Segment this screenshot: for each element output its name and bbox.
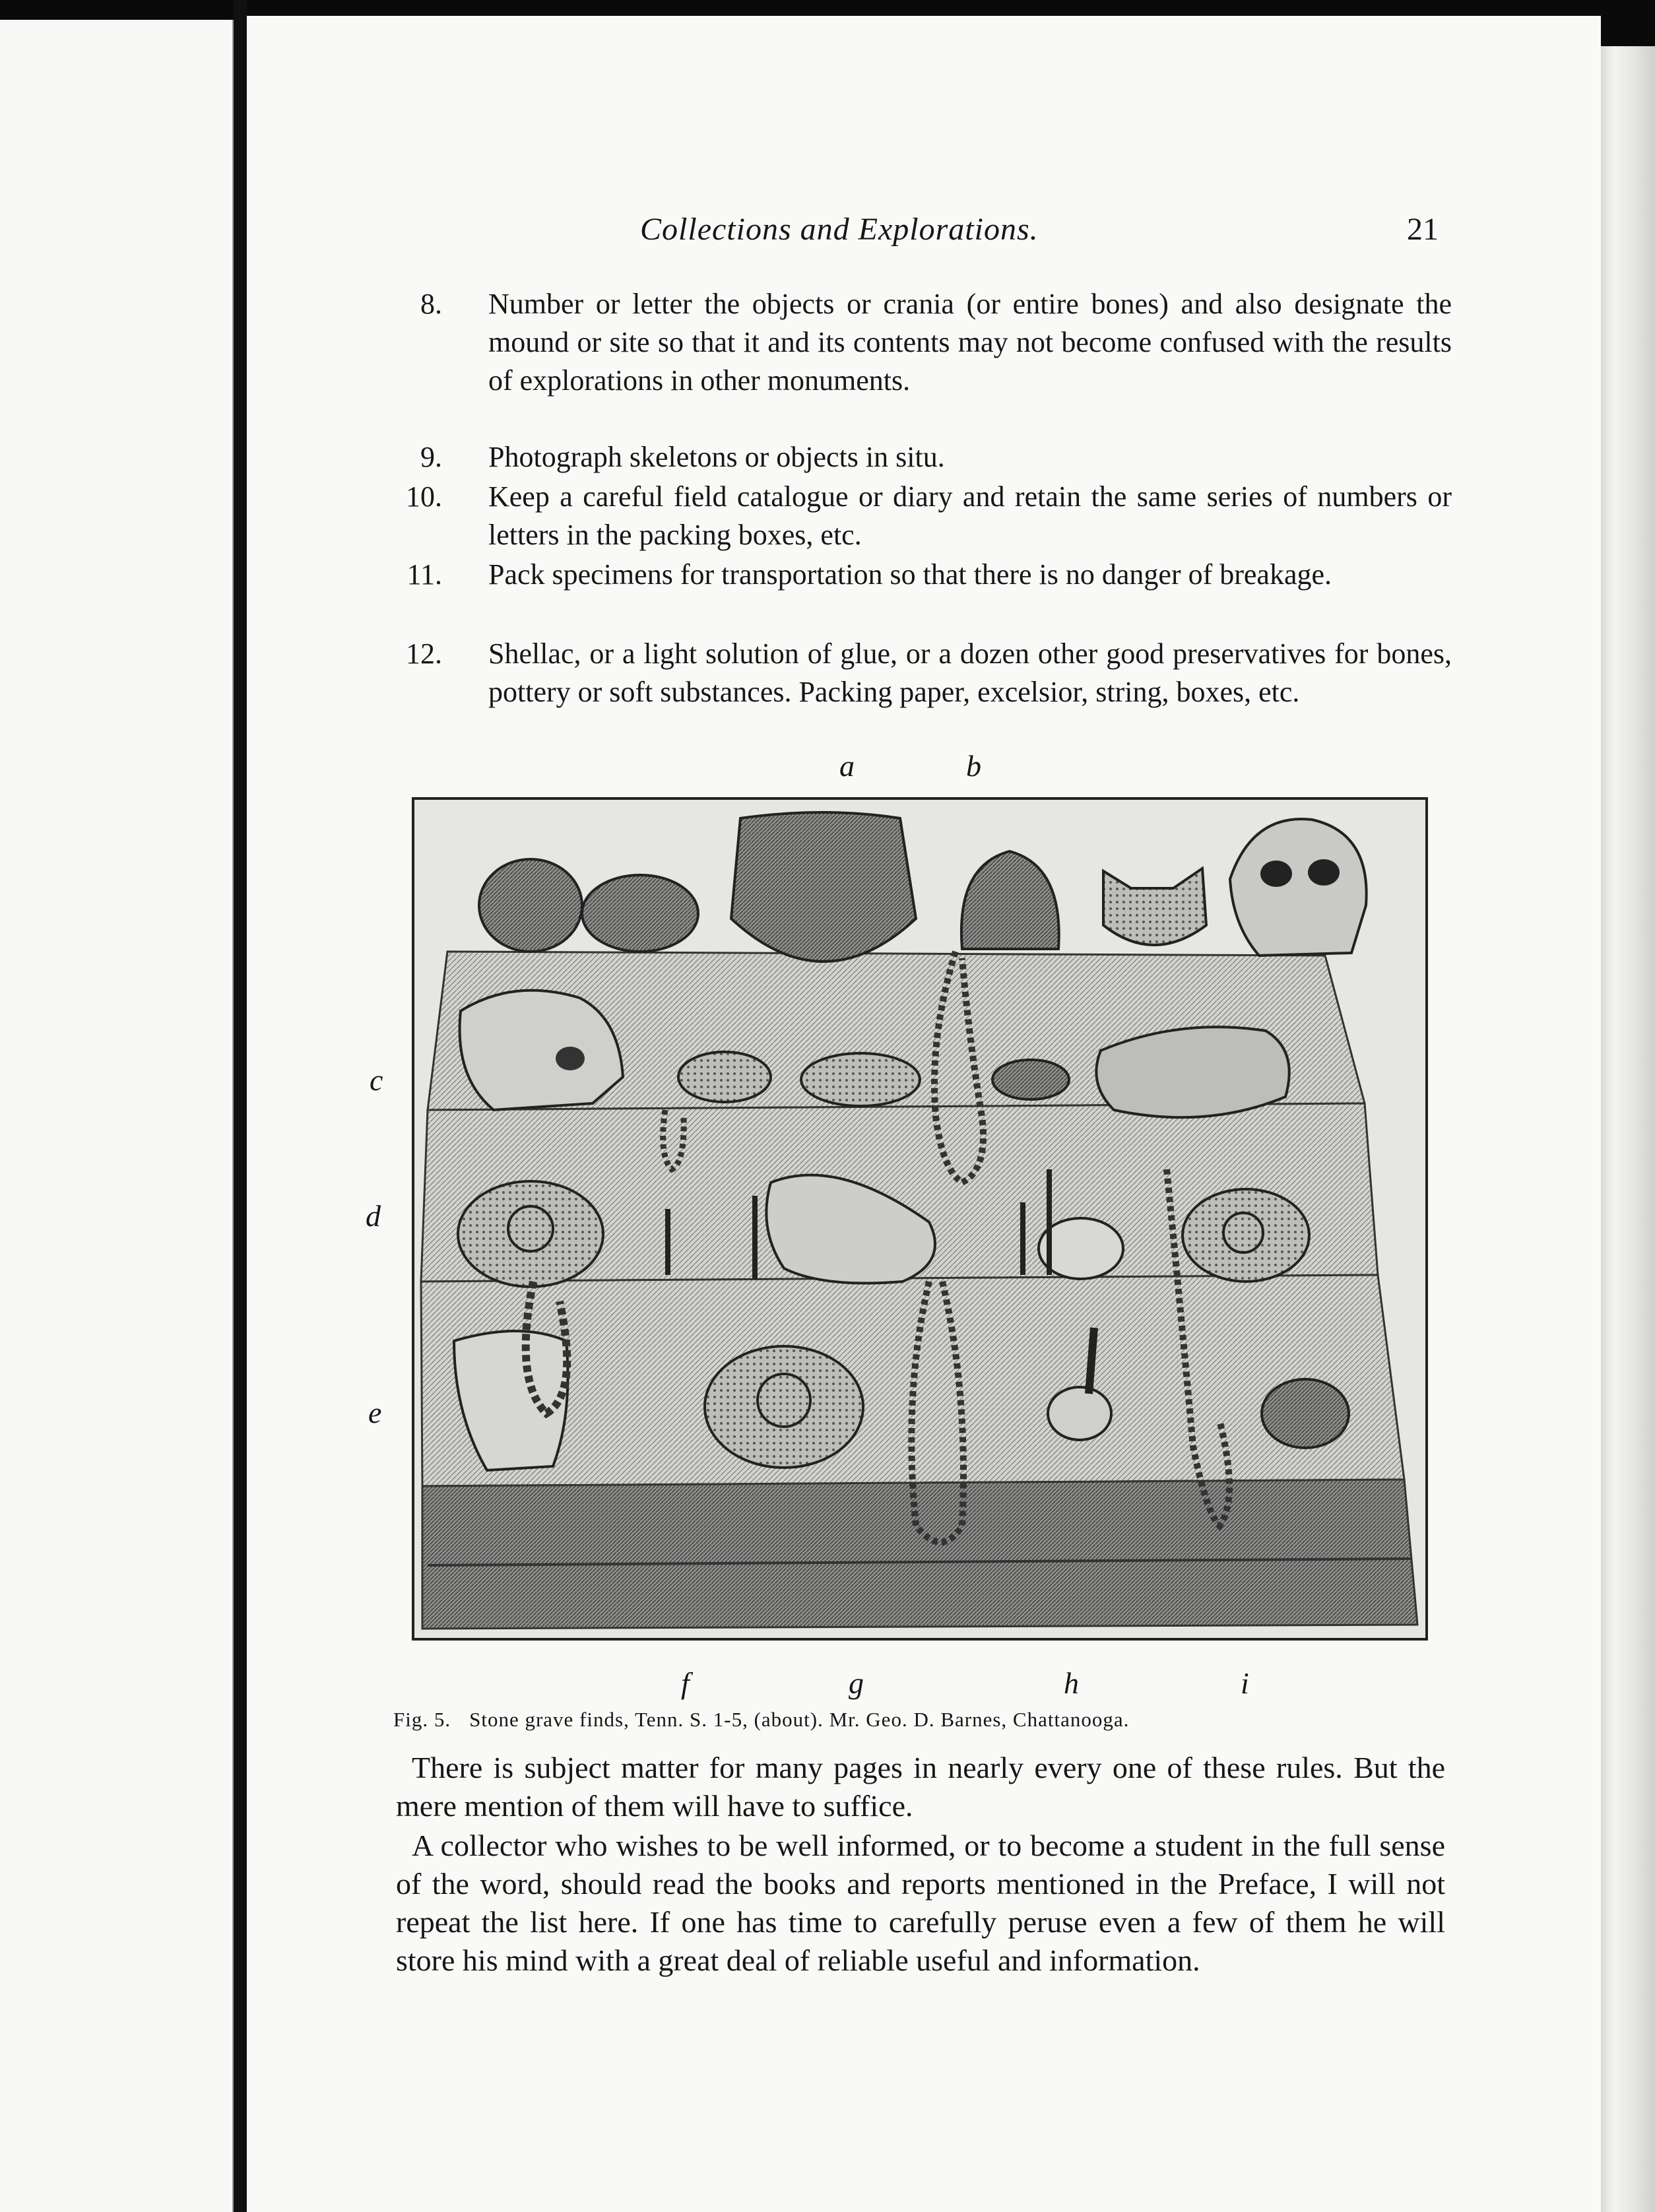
figure-letter-g: g xyxy=(849,1666,864,1700)
page-edge xyxy=(1601,46,1655,2212)
list-item-text: Photograph skeletons or objects in situ. xyxy=(488,441,945,473)
figure-engraving xyxy=(412,797,1428,1641)
running-head-title: Collections and Explorations. xyxy=(640,212,1039,247)
paragraph-text: There is subject matter for many pages in nearly every one of these rules. But the mere mention of them will have to suffice. xyxy=(396,1751,1445,1823)
figure-letter-b: b xyxy=(966,749,981,783)
figure-letter-f: f xyxy=(681,1666,690,1700)
list-item-number: 8. xyxy=(420,288,442,320)
figure-letter-h: h xyxy=(1064,1666,1079,1700)
list-item-number: 10. xyxy=(406,480,442,513)
figure-caption xyxy=(393,1708,1423,1732)
figure-letter-i: i xyxy=(1241,1666,1249,1700)
list-item-number: 9. xyxy=(420,441,442,473)
figure-letter-e: e xyxy=(368,1396,382,1429)
left-page xyxy=(0,20,234,2212)
book-gutter xyxy=(234,0,247,2212)
figure-number: Fig. 5. xyxy=(393,1708,451,1731)
list-item-number: 12. xyxy=(406,637,442,670)
list-item-number: 11. xyxy=(406,558,442,591)
list-item-text: Shellac, or a light solution of glue, or a dozen other good preservatives for bones, pottery or soft substances. Packing paper, excelsior, string, boxes, etc. xyxy=(488,637,1452,708)
running-head xyxy=(396,211,1439,264)
figure-caption-text: Stone grave finds, Tenn. S. 1-5, (about). Mr. Geo. D. Barnes, Chattanooga. xyxy=(469,1708,1130,1731)
paragraph-text: A collector who wishes to be well informed, or to become a student in the full sense of the word, should read the books and reports mentioned in the Preface, I will not repeat the list here. If one has time to carefully peruse even a few of them he will store his mind with a great deal of reliable useful and information. xyxy=(396,1829,1445,1977)
figure-letter-c: c xyxy=(370,1063,383,1097)
artifacts-illustration xyxy=(414,800,1425,1638)
list-item-text: Number or letter the objects or crania (or entire bones) and also designate the mound or site so that it and its contents may not become confused with the results of explorations in other monuments. xyxy=(488,288,1452,397)
figure-letter-a: a xyxy=(839,749,855,783)
page-number: 21 xyxy=(1407,212,1439,247)
list-item-text: Keep a careful field catalogue or diary and retain the same series of numbers or letters in the packing boxes, etc. xyxy=(488,480,1452,551)
figure-letter-d: d xyxy=(366,1199,381,1233)
body-paragraph-1 xyxy=(396,1749,1445,1825)
body-paragraph-2 xyxy=(396,1827,1445,1980)
list-item-text: Pack specimens for transportation so that there is no danger of breakage. xyxy=(488,558,1332,591)
